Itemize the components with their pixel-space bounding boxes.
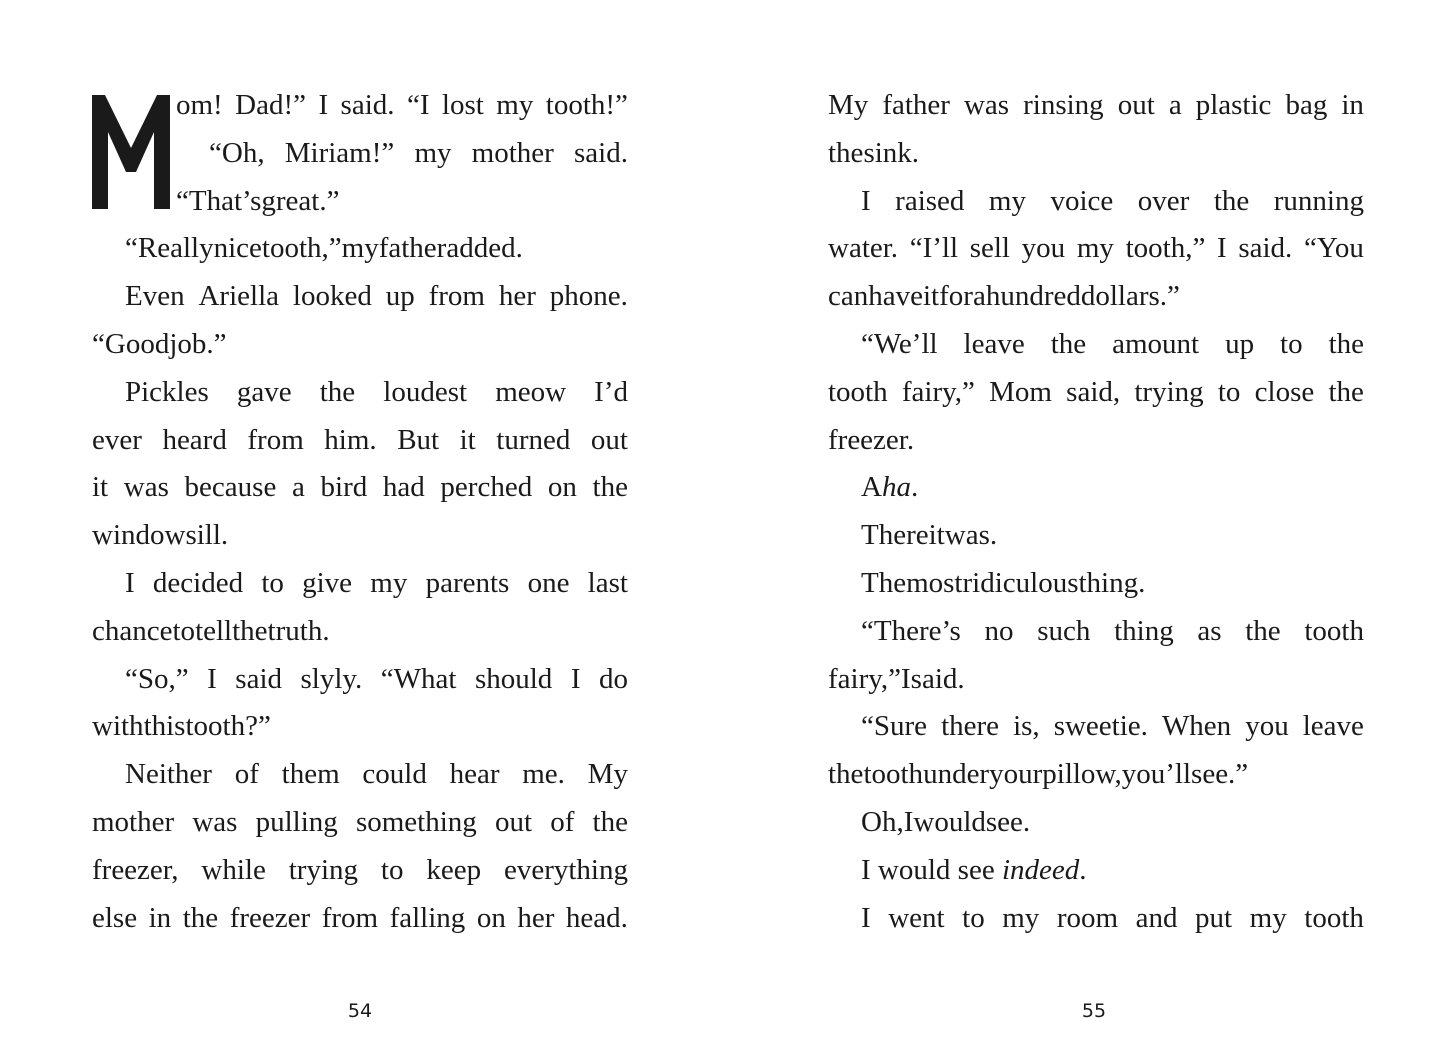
word: of — [234, 758, 259, 791]
word: The — [861, 566, 907, 599]
word: the — [1328, 375, 1364, 408]
word: with — [92, 710, 144, 743]
word: from — [247, 423, 304, 456]
word: everything — [503, 853, 628, 886]
word: slyly. — [300, 662, 363, 695]
left-page-text — [92, 82, 628, 942]
text-line — [92, 608, 628, 656]
word: keep — [426, 853, 482, 886]
word: plastic — [1195, 89, 1272, 121]
word: I — [1217, 232, 1227, 265]
text-line — [92, 847, 628, 895]
word: bird — [320, 471, 368, 504]
word: of — [550, 805, 575, 838]
word: is, — [1013, 710, 1040, 743]
word: decided — [152, 566, 244, 599]
word: see. — [985, 805, 1031, 838]
word: loudest — [383, 375, 468, 408]
text-line — [828, 464, 1364, 512]
word: I — [207, 662, 217, 695]
word: tooth — [828, 375, 888, 408]
word: a — [291, 471, 305, 504]
word: it — [459, 423, 476, 456]
word: out — [494, 805, 533, 838]
word: would — [913, 805, 986, 838]
word: the — [592, 471, 628, 504]
word: her — [517, 901, 555, 934]
text-line — [828, 703, 1364, 751]
word: father — [378, 232, 447, 265]
word: him. — [324, 423, 377, 456]
text-line — [828, 130, 1364, 178]
word: last — [587, 566, 628, 599]
word: it — [928, 519, 945, 552]
word: looked — [292, 280, 372, 313]
text-line — [92, 82, 628, 130]
word: truth. — [267, 614, 330, 647]
word: gave — [236, 375, 292, 408]
text-segment: . — [910, 471, 919, 504]
word: room — [1056, 901, 1119, 934]
word: tooth,” — [1125, 232, 1206, 265]
word: sink. — [863, 136, 920, 169]
word: phone. — [549, 280, 628, 313]
word: “Good — [92, 327, 170, 360]
word: the — [1050, 327, 1087, 360]
word: Mom — [989, 375, 1052, 408]
word: over — [1137, 184, 1190, 217]
word: My — [828, 89, 869, 121]
text-line — [828, 321, 1364, 369]
word: the — [592, 805, 628, 838]
word: my — [496, 89, 534, 121]
word: Miriam!” — [284, 136, 395, 169]
word: raised — [895, 184, 965, 217]
text-line — [92, 799, 628, 847]
word: such — [1037, 614, 1091, 647]
word: trying — [1134, 375, 1204, 408]
word: to — [261, 566, 284, 599]
word: thing. — [1078, 566, 1146, 599]
text-line — [828, 608, 1364, 656]
word: tooth — [863, 758, 924, 791]
word: nice — [213, 232, 262, 265]
word: om! — [176, 89, 223, 121]
word: them — [281, 758, 340, 791]
word: was — [123, 471, 169, 504]
word: tooth — [1304, 614, 1364, 647]
text-line — [92, 703, 628, 751]
right-page-text — [828, 82, 1364, 942]
text-line — [828, 512, 1364, 560]
word: in — [148, 901, 172, 934]
word: no — [984, 614, 1014, 647]
word: bag — [1285, 89, 1328, 121]
word: I — [125, 566, 135, 599]
word: to — [1280, 327, 1303, 360]
word: you — [1245, 710, 1289, 743]
word: “I — [406, 89, 430, 121]
word: was — [192, 805, 238, 838]
text-line — [92, 751, 628, 799]
word: a — [972, 280, 986, 313]
word: on — [547, 471, 577, 504]
word: I — [318, 89, 329, 121]
word: “Sure — [861, 710, 928, 743]
word: “Really — [125, 232, 214, 265]
word: fairy,” — [901, 375, 975, 408]
word: you — [1021, 232, 1066, 265]
word: had — [382, 471, 425, 504]
word: Dad!” — [235, 89, 306, 121]
text-line — [828, 751, 1364, 799]
page-number-right: 55 — [1081, 1000, 1107, 1022]
word: to — [172, 614, 196, 647]
italic-text: ha — [881, 471, 911, 504]
word: and — [1135, 901, 1178, 934]
word: chance — [92, 614, 173, 647]
word: as — [1197, 614, 1222, 647]
word: “So,” — [125, 662, 189, 695]
word: should — [474, 662, 553, 695]
word: amount — [1112, 327, 1200, 360]
text-line — [828, 225, 1364, 273]
word: turned — [496, 423, 571, 456]
word: my — [370, 566, 408, 599]
word: parents — [425, 566, 510, 599]
word: the — [232, 614, 268, 647]
word: Oh, — [861, 805, 904, 838]
word: perched — [440, 471, 533, 504]
text-line — [828, 895, 1364, 943]
text-line — [92, 560, 628, 608]
word: put — [1195, 901, 1233, 934]
word: voice — [1050, 184, 1114, 217]
text-line — [92, 369, 628, 417]
word: could — [362, 758, 427, 791]
word: tooth?” — [185, 710, 271, 743]
word: said. — [1238, 232, 1293, 265]
word: most — [906, 566, 963, 599]
word: lost — [441, 89, 484, 121]
word: My — [587, 758, 628, 791]
word: When — [1161, 710, 1232, 743]
text-line — [828, 656, 1364, 704]
word: leave — [1302, 710, 1364, 743]
text-line — [828, 799, 1364, 847]
word: can — [828, 280, 869, 313]
word: “What — [380, 662, 457, 695]
text-line — [828, 82, 1364, 130]
word: because — [184, 471, 277, 504]
word: said. — [910, 662, 965, 695]
word: up — [385, 280, 415, 313]
word: the — [319, 375, 356, 408]
text-line — [828, 560, 1364, 608]
word: my — [1249, 901, 1287, 934]
word: tooth!” — [545, 89, 628, 121]
word: freezer — [229, 901, 311, 934]
word: the — [1328, 327, 1364, 360]
text-line — [92, 464, 628, 512]
word: it — [923, 280, 940, 313]
text-line — [92, 130, 628, 178]
word: under — [923, 758, 990, 791]
word: I — [861, 901, 871, 934]
word: leave — [963, 327, 1025, 360]
word: the — [828, 136, 864, 169]
word: meow — [495, 375, 567, 408]
word: tell — [195, 614, 233, 647]
word: job.” — [169, 327, 227, 360]
word: freezer, — [92, 853, 179, 886]
word: I’d — [594, 375, 628, 408]
word: from — [428, 280, 485, 313]
word: head. — [565, 901, 628, 934]
word: was — [963, 89, 1010, 121]
word: up — [1225, 327, 1255, 360]
word: tooth — [1304, 901, 1364, 934]
text-line — [92, 321, 628, 369]
text-line — [92, 512, 628, 560]
text-segment: . — [1079, 853, 1087, 886]
text-line — [92, 417, 628, 465]
word: you’ll — [1121, 758, 1192, 791]
word: dollars.” — [1080, 280, 1180, 313]
word: your — [989, 758, 1043, 791]
text-line — [828, 369, 1364, 417]
word: one — [527, 566, 570, 599]
word: “We’ll — [861, 327, 938, 360]
word: windowsill. — [92, 519, 229, 552]
word: from — [321, 901, 379, 934]
word: do — [598, 662, 628, 695]
word: the — [828, 758, 864, 791]
word: mother — [471, 136, 554, 169]
word: my — [1076, 232, 1114, 265]
word: I — [903, 805, 914, 838]
text-line — [92, 225, 628, 273]
word: heard — [162, 423, 227, 456]
word: me. — [522, 758, 565, 791]
word: fairy,” — [828, 662, 901, 695]
word: there — [941, 710, 1000, 743]
word: while — [201, 853, 266, 886]
word: added. — [446, 232, 523, 265]
text-line — [828, 273, 1364, 321]
word: see.” — [1191, 758, 1249, 791]
text-line — [92, 656, 628, 704]
word: out — [1117, 89, 1155, 121]
word: ever — [92, 423, 142, 456]
word: I — [570, 662, 581, 695]
text-segment: A — [861, 471, 882, 504]
word: went — [888, 901, 945, 934]
word: the — [1213, 184, 1250, 217]
word: for — [939, 280, 973, 313]
word: “Oh, — [209, 136, 265, 169]
right-page — [728, 0, 1456, 1060]
text-segment: I would see — [861, 853, 1002, 886]
word: said, — [1066, 375, 1121, 408]
word: hear — [449, 758, 500, 791]
word: Pickles — [125, 375, 209, 408]
word: have — [868, 280, 923, 313]
word: the — [1245, 614, 1281, 647]
word: in — [1341, 89, 1364, 121]
word: “I’ll — [909, 232, 959, 265]
word: But — [397, 423, 440, 456]
word: a — [1168, 89, 1182, 121]
word: I — [900, 662, 911, 695]
word: pulling — [255, 805, 338, 838]
word: thing — [1114, 614, 1174, 647]
word: trying — [288, 853, 359, 886]
word: something — [355, 805, 477, 838]
word: my — [1002, 901, 1040, 934]
word: Even — [125, 280, 185, 313]
word: water. — [828, 232, 899, 265]
word: it — [92, 471, 109, 504]
word: “That’s — [176, 184, 262, 217]
word: the — [182, 901, 219, 934]
word: out — [590, 423, 628, 456]
word: was. — [944, 519, 998, 552]
word: There — [861, 519, 929, 552]
page-number-left: 54 — [347, 1000, 373, 1022]
word: said. — [574, 136, 628, 169]
word: this — [143, 710, 186, 743]
word: close — [1254, 375, 1315, 408]
word: my — [341, 232, 379, 265]
word: Ariella — [198, 280, 279, 313]
text-line — [92, 273, 628, 321]
word: ridiculous — [962, 566, 1079, 599]
word: Neither — [125, 758, 212, 791]
word: great.” — [261, 184, 340, 217]
word: sell — [969, 232, 1010, 265]
text-line — [92, 178, 628, 226]
text-line — [828, 847, 1364, 895]
word: “There’s — [861, 614, 961, 647]
word: sweetie. — [1053, 710, 1148, 743]
word: tooth,” — [261, 232, 342, 265]
word: else — [92, 901, 138, 934]
word: mother — [92, 805, 175, 838]
word: my — [414, 136, 452, 169]
text-line — [828, 178, 1364, 226]
word: running — [1273, 184, 1364, 217]
word: hundred — [985, 280, 1081, 313]
word: “You — [1303, 232, 1364, 265]
word: said. — [340, 89, 395, 121]
word: freezer. — [828, 423, 915, 456]
word: father — [882, 89, 950, 121]
word: I — [861, 184, 871, 217]
word: rinsing — [1023, 89, 1104, 121]
word: to — [962, 901, 985, 934]
word: said — [235, 662, 283, 695]
word: give — [302, 566, 353, 599]
word: on — [476, 901, 506, 934]
text-line — [828, 417, 1364, 465]
text-line — [92, 895, 628, 943]
word: falling — [389, 901, 466, 934]
word: to — [1217, 375, 1241, 408]
word: her — [498, 280, 536, 313]
word: to — [380, 853, 404, 886]
word: pillow, — [1042, 758, 1122, 791]
word: my — [988, 184, 1026, 217]
italic-text: indeed — [1001, 853, 1080, 886]
